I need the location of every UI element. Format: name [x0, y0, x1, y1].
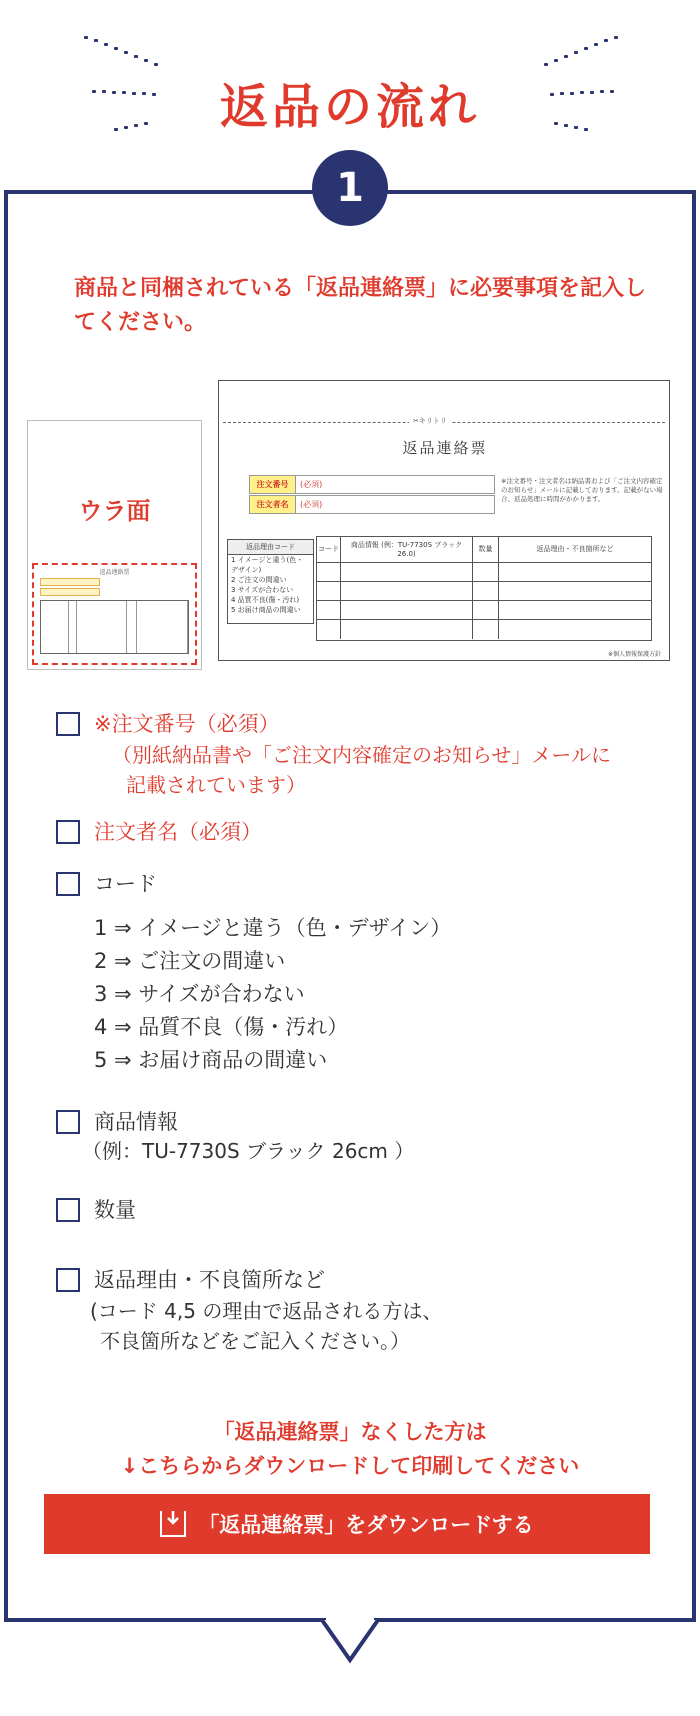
download-notice	[0, 1415, 700, 1483]
checkbox-icon	[56, 820, 80, 844]
mini-form-preview	[32, 563, 197, 665]
intro-text: 商品と同梱されている「返品連絡票」に必要事項を記入してください。	[74, 276, 647, 335]
table-row	[317, 601, 651, 620]
reason-code-item: 1 イメージと違う(色・デザイン)	[231, 556, 304, 574]
column-header: コード	[317, 537, 341, 562]
field-value: (必須)	[300, 480, 323, 489]
cut-label: ✂キリトリ	[409, 416, 451, 426]
table-row	[317, 563, 651, 582]
checkbox-icon	[56, 1110, 80, 1134]
checklist-label: 返品理由・不良箇所など	[94, 1268, 325, 1292]
field-key: 注文者名	[250, 496, 296, 513]
step-number-badge: 1	[312, 150, 388, 226]
code-list-item: 2 ⇒ ご注文の間違い	[94, 949, 286, 973]
checklist-label: 商品情報	[94, 1110, 178, 1134]
mini-form-title: 返品連絡票	[99, 569, 130, 576]
download-form-button[interactable]	[44, 1494, 650, 1554]
back-side-label: ウラ面	[78, 497, 151, 525]
page-title: 返品の流れ	[219, 79, 480, 135]
mini-table	[40, 600, 189, 654]
checklist-item-quantity	[56, 1194, 136, 1226]
reason-code-header: 返品理由コード	[228, 540, 313, 555]
code-list	[94, 912, 451, 1077]
checklist-item-code	[56, 868, 157, 900]
mini-field	[40, 578, 100, 586]
column-header: 商品情報 (例：TU-7730S ブラック 26.0)	[341, 537, 473, 562]
checkbox-icon	[56, 872, 80, 896]
form-side-note: ※注文番号・注文者名は納品書および「ご注文内容確定のお知らせ」メールに記載しております。記載がない場合、返品処理に時間がかかります。	[501, 477, 663, 503]
code-list-item: 5 ⇒ お届け商品の間違い	[94, 1048, 328, 1072]
checklist-item-reason	[56, 1264, 325, 1296]
order-number-note: 記載されています）	[126, 773, 306, 797]
code-list-item: 3 ⇒ サイズが合わない	[94, 982, 305, 1006]
checkbox-icon	[56, 1198, 80, 1222]
mini-field	[40, 588, 100, 596]
frame-pointer-icon	[318, 1618, 382, 1664]
reason-code-item: 5 お届け商品の間違い	[231, 606, 301, 614]
order-number-note: （別紙納品書や「ご注文内容確定のお知らせ」メールに	[112, 743, 611, 767]
checklist-item-product-info	[56, 1106, 178, 1138]
form-field-order-number	[249, 475, 495, 494]
form-table	[316, 536, 652, 641]
checklist-label: 注文者名（必須）	[94, 820, 262, 844]
reason-note: (コード 4,5 の理由で返品される方は、	[90, 1299, 443, 1323]
checklist-item-orderer-name	[56, 816, 262, 848]
frame-border	[4, 1618, 326, 1622]
back-side-card	[27, 420, 202, 670]
notice-line: ↓こちらからダウンロードして印刷してください	[120, 1454, 580, 1478]
download-icon	[160, 1511, 186, 1537]
download-button-label: 「返品連絡票」をダウンロードする	[198, 1513, 534, 1537]
reason-note: 不良箇所などをご記入ください。）	[100, 1329, 410, 1353]
column-header: 数量	[473, 537, 499, 562]
field-value: (必須)	[300, 500, 323, 509]
reason-code-item: 4 品質不良(傷・汚れ)	[231, 596, 300, 604]
form-table-header	[317, 537, 651, 563]
checklist-label: コード	[94, 872, 157, 896]
checkbox-icon	[56, 712, 80, 736]
field-key: 注文番号	[250, 476, 296, 493]
reason-code-item: 2 ご注文の間違い	[231, 576, 287, 584]
code-list-item: 4 ⇒ 品質不良（傷・汚れ）	[94, 1015, 349, 1039]
form-title: 返品連絡票	[402, 439, 488, 457]
checklist-label: ※注文番号（必須）	[94, 712, 280, 736]
notice-line: 「返品連絡票」なくした方は	[213, 1420, 487, 1444]
return-form-preview	[218, 380, 670, 661]
reason-code-box	[227, 539, 314, 624]
table-row	[317, 620, 651, 639]
checkbox-icon	[56, 1268, 80, 1292]
code-list-item: 1 ⇒ イメージと違う（色・デザイン）	[94, 916, 452, 940]
form-field-orderer-name	[249, 495, 495, 514]
frame-border	[374, 1618, 696, 1622]
column-header: 返品理由・不良箇所など	[536, 545, 614, 553]
checklist-label: 数量	[94, 1198, 136, 1222]
checklist-item-order-number	[56, 708, 280, 740]
product-info-example: （例：TU-7730S ブラック 26cm ）	[82, 1139, 415, 1163]
privacy-note: ※個人情報保護方針	[607, 651, 661, 658]
table-row	[317, 582, 651, 601]
reason-code-item: 3 サイズが合わない	[231, 586, 294, 594]
